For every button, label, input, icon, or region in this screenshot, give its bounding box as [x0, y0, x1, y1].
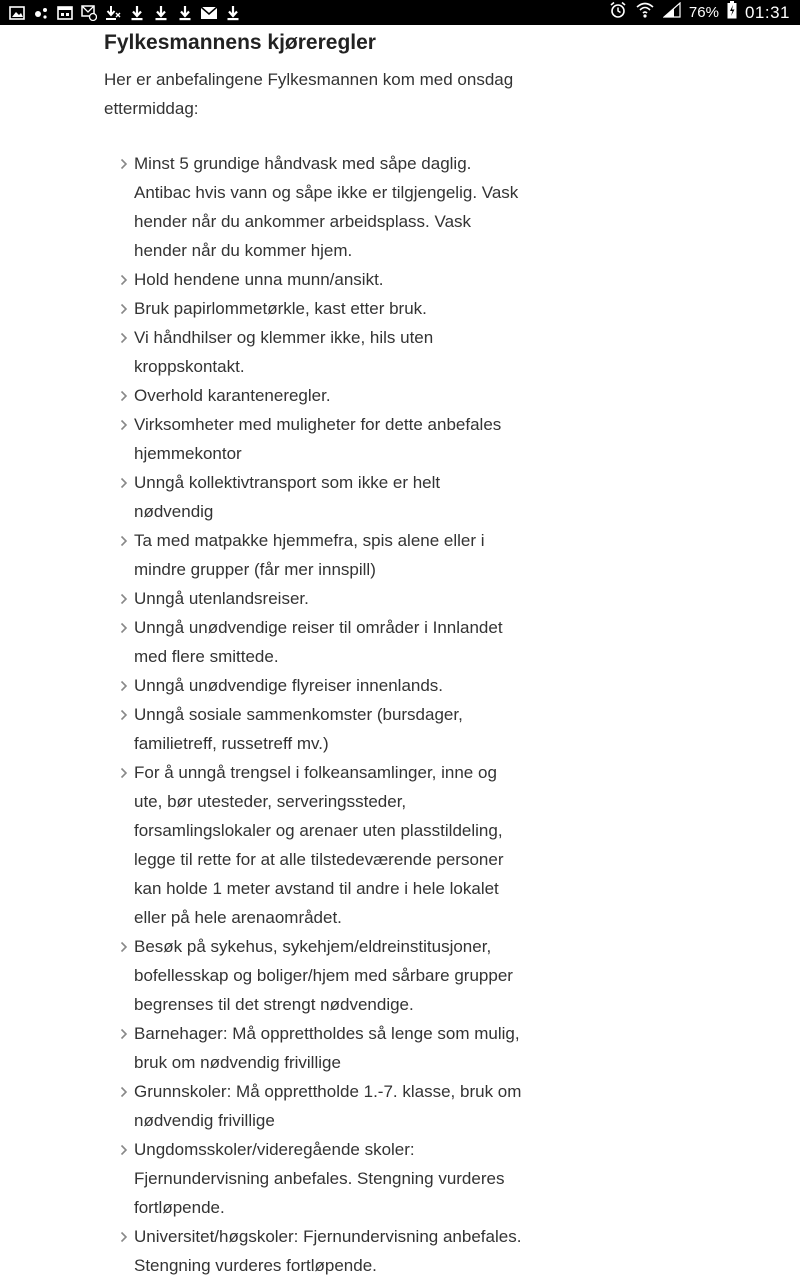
list-item: [104, 1135, 524, 1222]
list-item-text: Unngå kollektivtransport som ikke er helt nødvendig: [134, 473, 441, 521]
chevron-right-icon: [118, 265, 130, 294]
list-item-text: Virksomheter med muligheter for dette anbefales hjemmekontor: [134, 415, 502, 463]
mail-icon: [200, 4, 218, 22]
status-bar: [0, 0, 800, 25]
list-item-text: For å unngå trengsel i folkeansamlinger, inne og ute, bør utesteder, serveringssteder, forsamlingslokaler og arenaer uten plasstildeling, legge til rette for at alle tilstedeværende personer kan holde 1 meter avstand til andre i hele lokalet eller på hele arenaområdet.: [134, 763, 504, 927]
chevron-right-icon: [118, 410, 130, 439]
chevron-right-icon: [118, 613, 130, 642]
chevron-right-icon: [118, 1222, 130, 1251]
calendar-icon: [56, 4, 74, 22]
chevron-right-icon: [118, 584, 130, 613]
list-item-text: Universitet/høgskoler: Fjernundervisning anbefales. Stengning vurderes fortløpende.: [134, 1227, 522, 1275]
list-item-text: Ta med matpakke hjemmefra, spis alene eller i mindre grupper (får mer innspill): [134, 531, 485, 579]
chevron-right-icon: [118, 1019, 130, 1048]
chevron-right-icon: [118, 381, 130, 410]
list-item-text: Vi håndhilser og klemmer ikke, hils uten kroppskontakt.: [134, 328, 434, 376]
list-item-text: Barnehager: Må opprettholdes så lenge som mulig, bruk om nødvendig frivillige: [134, 1024, 520, 1072]
article-intro: Her er anbefalingene Fylkesmannen kom med onsdag ettermiddag:: [104, 70, 514, 118]
list-item: [104, 700, 524, 758]
list-item-text: Unngå sosiale sammenkomster (bursdager, familietreff, russetreff mv.): [134, 705, 463, 753]
chevron-right-icon: [118, 700, 130, 729]
list-item-text: Minst 5 grundige håndvask med såpe daglig. Antibac hvis vann og såpe ikke er tilgjengelig. Vask hender når du ankommer arbeidsplass. Vask hender når du kommer hjem.: [134, 154, 519, 260]
share-icon: [32, 4, 50, 22]
article: [104, 25, 524, 1280]
chevron-right-icon: [118, 1135, 130, 1164]
image-icon: [8, 4, 26, 22]
list-item: [104, 758, 524, 932]
list-item: [104, 468, 524, 526]
email-sync-icon: [80, 4, 98, 22]
list-item-text: Unngå unødvendige reiser til områder i Innlandet med flere smittede.: [134, 618, 503, 666]
list-item: [104, 149, 524, 265]
chevron-right-icon: [118, 149, 130, 178]
system-indicators: [609, 1, 800, 24]
list-item-text: Unngå utenlandsreiser.: [134, 589, 309, 608]
list-item: [104, 323, 524, 381]
download-icon: [128, 4, 146, 22]
list-item: [104, 381, 524, 410]
list-item-text: Besøk på sykehus, sykehjem/eldreinstitusjoner, bofellesskap og boliger/hjem med sårbare grupper begrenses til det strengt nødvendige.: [134, 937, 513, 1014]
list-item: [104, 526, 524, 584]
alarm-icon: [609, 1, 627, 24]
chevron-right-icon: [118, 323, 130, 352]
list-item-text: Overhold karanteneregler.: [134, 386, 331, 405]
chevron-right-icon: [118, 758, 130, 787]
list-item: [104, 671, 524, 700]
list-item-text: Bruk papirlommetørkle, kast etter bruk.: [134, 299, 427, 318]
chevron-right-icon: [118, 294, 130, 323]
list-item: [104, 932, 524, 1019]
list-item-text: Hold hendene unna munn/ansikt.: [134, 270, 384, 289]
notification-icons: [0, 4, 242, 22]
download-icon: [176, 4, 194, 22]
download-icon: [224, 4, 242, 22]
download-icon: [152, 4, 170, 22]
list-item: [104, 410, 524, 468]
list-item: [104, 1019, 524, 1077]
list-item-text: Grunnskoler: Må opprettholde 1.-7. klasse, bruk om nødvendig frivillige: [134, 1082, 522, 1130]
list-item: [104, 1077, 524, 1135]
download-cancel-icon: [104, 4, 122, 22]
clock: 01:31: [744, 2, 790, 22]
chevron-right-icon: [118, 468, 130, 497]
list-item-text: Unngå unødvendige flyreiser innenlands.: [134, 676, 444, 695]
battery-percent: 76%: [688, 4, 719, 21]
chevron-right-icon: [118, 932, 130, 961]
list-item: [104, 294, 524, 323]
wifi-icon: [635, 1, 655, 24]
list-item: [104, 265, 524, 294]
chevron-right-icon: [118, 1077, 130, 1106]
list-item: [104, 1222, 524, 1280]
list-item: [104, 613, 524, 671]
list-item-text: Ungdomsskoler/videregående skoler: Fjernundervisning anbefales. Stengning vurderes fortløpende.: [134, 1140, 505, 1217]
battery-charging-icon: [727, 1, 737, 24]
list-item: [104, 584, 524, 613]
chevron-right-icon: [118, 526, 130, 555]
article-heading: Fylkesmannens kjøreregler: [104, 31, 376, 54]
signal-icon: [663, 2, 681, 23]
rules-list: [104, 149, 524, 1280]
chevron-right-icon: [118, 671, 130, 700]
